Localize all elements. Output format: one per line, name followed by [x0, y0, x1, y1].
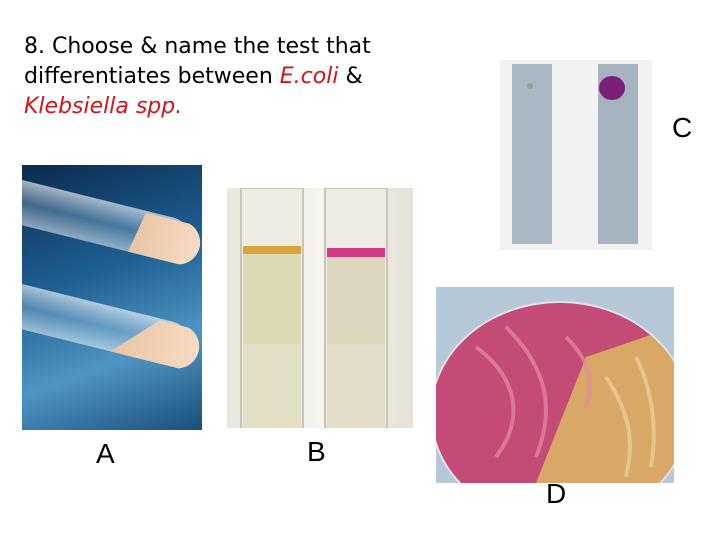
image-slant-tubes — [22, 165, 202, 430]
image-test-strips — [500, 60, 652, 250]
organism-klebsiella: Klebsiella spp. — [24, 94, 183, 119]
question-line-2-suffix: & — [338, 64, 363, 89]
slant-tubes-illustration — [22, 165, 202, 430]
question-line-2-prefix: differentiates between — [24, 64, 280, 89]
organism-ecoli: E.coli — [279, 64, 339, 89]
label-b: B — [307, 436, 326, 467]
label-c: C — [672, 112, 693, 143]
image-broth-tubes — [227, 188, 413, 428]
broth-tubes-illustration — [227, 188, 413, 428]
question-text — [24, 32, 464, 122]
test-strips-illustration — [500, 60, 652, 250]
label-a: A — [96, 438, 115, 469]
agar-plate-illustration — [436, 287, 674, 483]
question-line-1: 8. Choose & name the test that — [24, 34, 371, 59]
label-d: D — [546, 478, 567, 509]
image-agar-plate — [436, 287, 674, 483]
